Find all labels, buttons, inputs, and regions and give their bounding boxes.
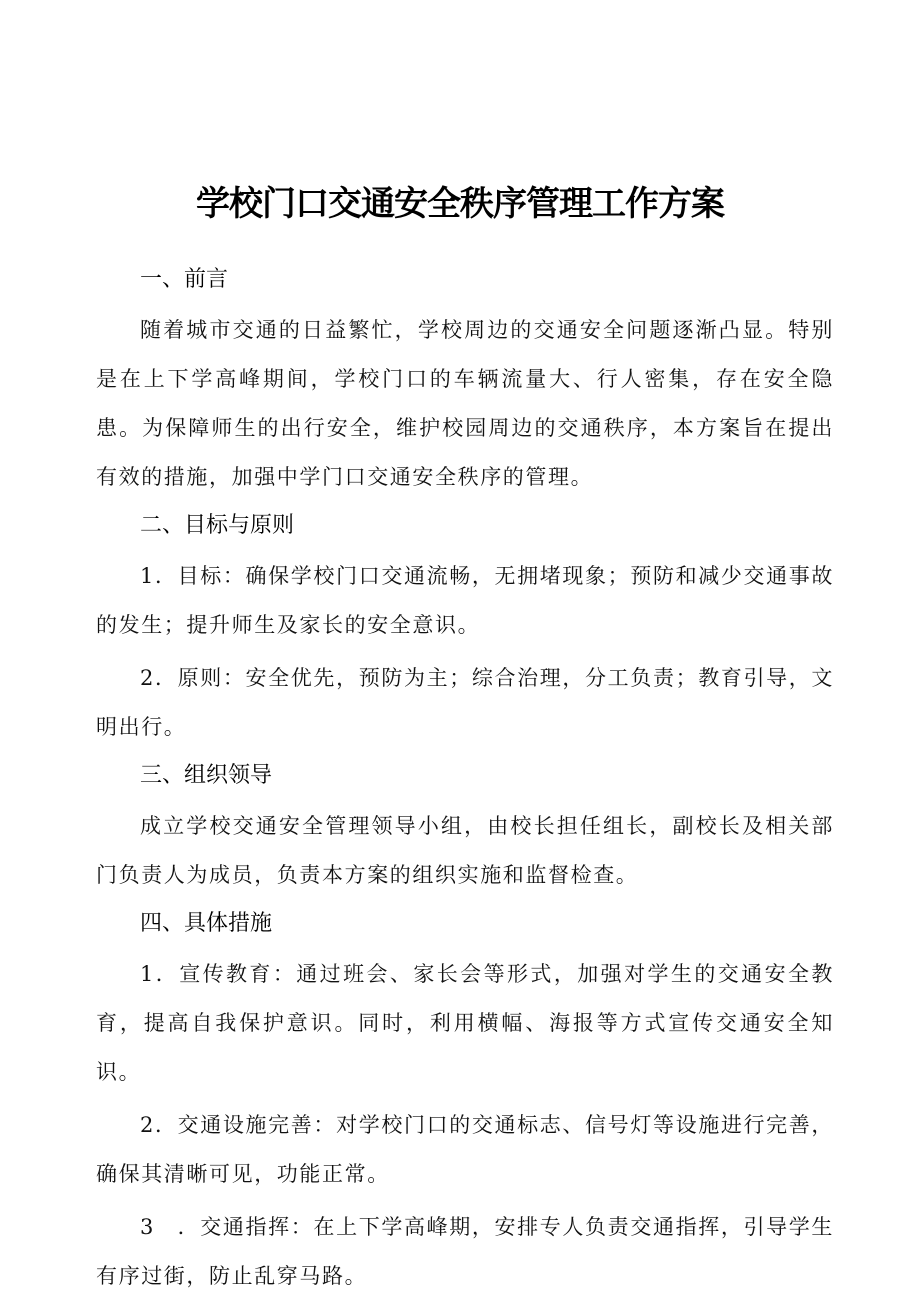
document-body	[96, 260, 834, 1305]
section-preface	[96, 260, 834, 502]
section-heading: 四、具体措施	[140, 911, 273, 936]
paragraph: 1．目标：确保学校门口交通流畅，无拥堵现象；预防和减少交通事故的发生；提升师生及家长的安全意识。	[96, 564, 834, 637]
document-title: 学校门口交通安全秩序管理工作方案	[196, 183, 724, 224]
section-organization	[96, 756, 834, 900]
paragraph: 1．宣传教育：通过班会、家长会等形式，加强对学生的交通安全教育，提高自我保护意识。同时，利用横幅、海报等方式宣传交通安全知识。	[96, 962, 834, 1084]
paragraph: 2．交通设施完善：对学校门口的交通标志、信号灯等设施进行完善，确保其清晰可见，功能正常。	[96, 1113, 834, 1186]
section-goals-principles	[96, 506, 834, 752]
section-heading: 三、组织领导	[140, 763, 273, 788]
paragraph: 2．原则：安全优先，预防为主；综合治理，分工负责；教育引导，文明出行。	[96, 666, 834, 739]
section-measures	[96, 904, 834, 1301]
paragraph: 随着城市交通的日益繁忙，学校周边的交通安全问题逐渐凸显。特别是在上下学高峰期间，学校门口的车辆流量大、行人密集，存在安全隐患。为保障师生的出行安全，维护校园周边的交通秩序，本方案旨在提出有效的措施，加强中学门口交通安全秩序的管理。	[96, 318, 834, 489]
section-heading: 二、目标与原则	[140, 513, 295, 538]
section-heading: 一、前言	[140, 267, 229, 292]
paragraph: 成立学校交通安全管理领导小组，由校长担任组长，副校长及相关部门负责人为成员，负责本方案的组织实施和监督检查。	[96, 814, 834, 887]
paragraph: 3 ．交通指挥：在上下学高峰期，安排专人负责交通指挥，引导学生有序过街，防止乱穿马路。	[96, 1215, 834, 1288]
